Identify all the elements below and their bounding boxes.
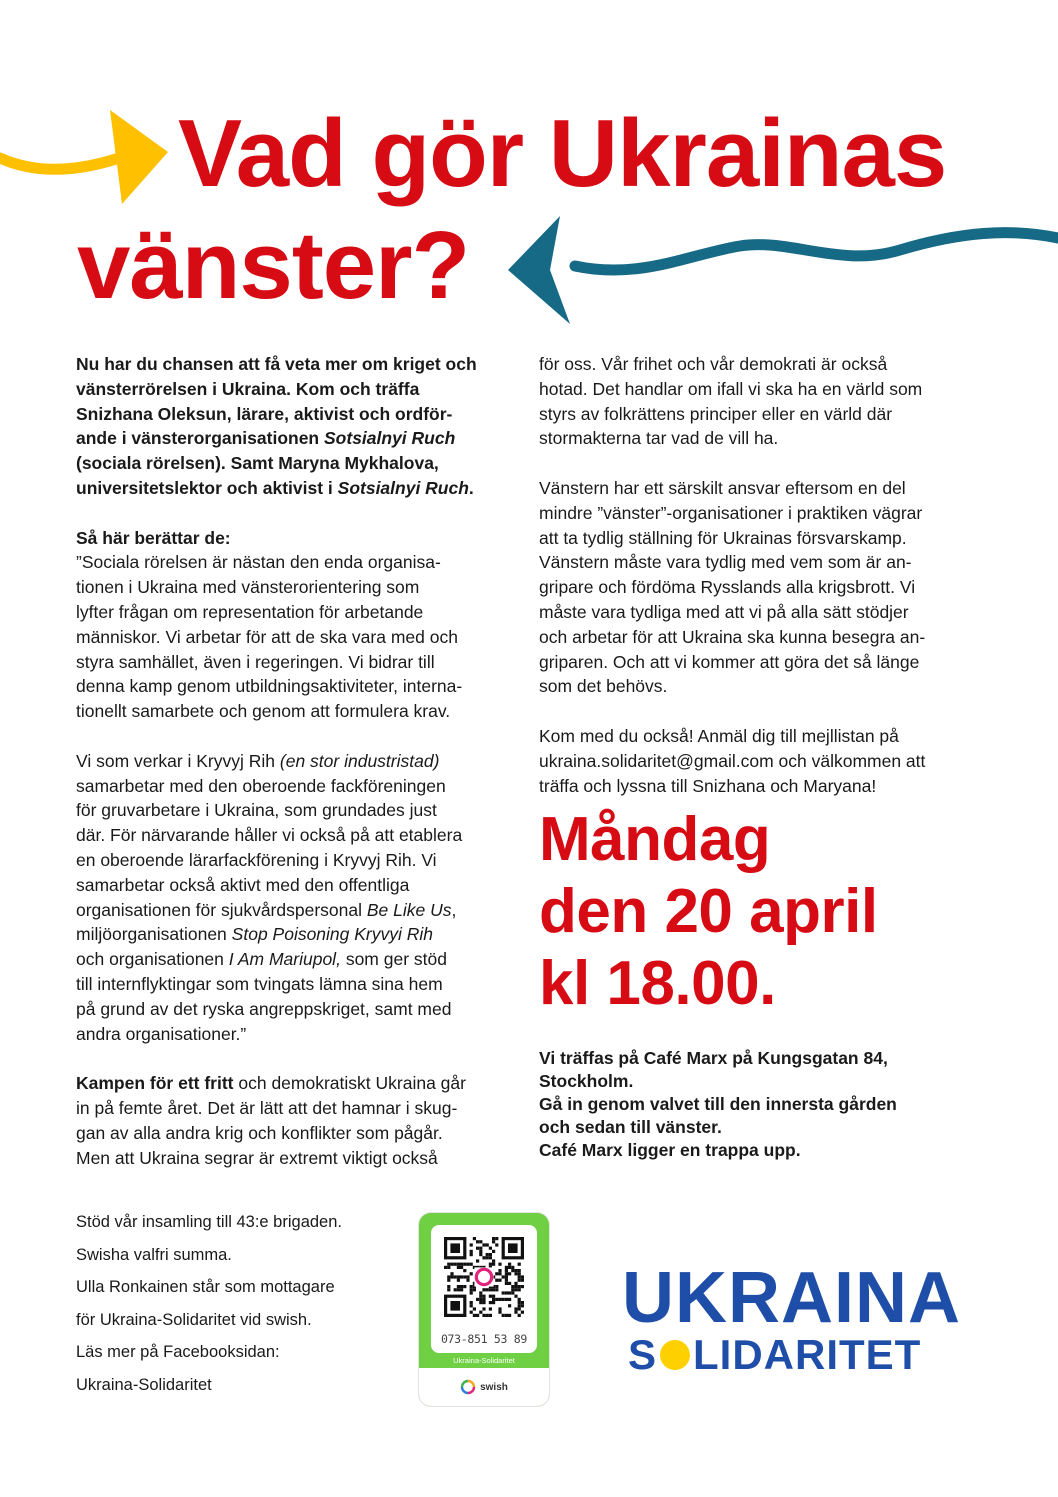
headline-line-1: Vad gör Ukrainas (178, 100, 947, 207)
sun-icon (660, 1340, 690, 1370)
event-date (539, 804, 878, 1020)
event-date-line: Måndag (539, 805, 771, 874)
quote-paragraph: Så här berättar de: ”Sociala rörelsen är nästan den enda organisa- tionen i Ukraina med vänsterorientering som lyfter frågan om representation för arbetande människor. Vi arbetar för att de ska vara med och styra samhället, även i regeringen. Vi bidrar till denna kamp genom utbildningsaktiviteter, interna- tionellt samarbete och genom att formulera krav. (76, 527, 463, 722)
event-date-line: den 20 april (539, 877, 878, 946)
swish-logo-icon (460, 1379, 476, 1395)
signup-paragraph: Kom med du också! Anmäl dig till mejllistan på ukraina.solidaritet@gmail.com och välkommen att träffa och lyssna till Snizhana och Maryana! (539, 725, 926, 796)
venue-info: Vi träffas på Café Marx på Kungsgatan 84, Stockholm. Gå in genom valvet till den innersta gården och sedan till vänster. Café Marx ligger en trappa upp. (539, 1048, 897, 1160)
yellow-arrow-icon (0, 110, 168, 204)
logo-word-solidaritet: S LIDARITET (628, 1331, 922, 1378)
swish-card (419, 1213, 549, 1406)
ukraina-solidaritet-logo (622, 1258, 990, 1378)
swish-brand: swish (480, 1381, 508, 1393)
right-column (539, 352, 989, 823)
headline-line-2: vänster? (77, 212, 470, 319)
email-link[interactable]: ukraina.solidaritet@gmail.com och välkommen att (539, 750, 926, 771)
event-date-line: kl 18.00. (539, 949, 776, 1018)
teal-arrow-icon (508, 216, 1058, 324)
freedom-paragraph: för oss. Vår frihet och vår demokrati är också hotad. Det handlar om ifall vi ska ha en värld som styrs av folkrättens principer eller en värld där stormakterna tar vad de vill ha. (539, 354, 923, 449)
swish-number: 073-851 53 89 (440, 1332, 528, 1346)
kampen-paragraph: Kampen för ett fritt och demokratiskt Ukraina går in på femte året. Det är lätt att det hamnar i skug- gan av alla andra krig och konflikter som pågår. Men att Ukraina segrar är extremt viktigt också (76, 1073, 466, 1168)
intro-paragraph: Nu har du chansen att få veta mer om kriget och vänsterrörelsen i Ukraina. Kom och träffa Snizhana Oleksun, lärare, aktivist och ordför- ande i vänsterorganisationen Sotsialnyi Ruch (sociala rörelsen). Samt Maryna Mykhalova, universitetslektor och aktivist i Sotsialnyi Ruch. (76, 354, 477, 498)
left-column (76, 352, 521, 1195)
swish-recipient: Ukraina-Solidaritet (453, 1356, 515, 1365)
swish-qr-card (431, 1225, 537, 1353)
qr-code-icon (444, 1237, 524, 1317)
quote-heading: Så här berättar de: (76, 527, 231, 548)
kryvyj-rih-paragraph: Vi som verkar i Kryvyj Rih (en stor industristad) samarbetar med den oberoende fackföreningen för gruvarbetare i Ukraina, som grundades just där. För närvarande håller vi också på att etablera en oberoende lärarfackförening i Kryvyj Rih. Vi samarbetar också aktivt med den offentliga organisationen för sjukvårdspersonal Be Like Us, miljöorganisationen Stop Poisoning Kryvyi Rih och organisationen I Am Mariupol, som ger stöd till internflyktingar som tvingats lämna sina hem på grund av det ryska angreppskriget, samt med andra organisationer.” (76, 750, 463, 1044)
responsibility-paragraph: Vänstern har ett särskilt ansvar eftersom en del mindre ”vänster”-organisationer i praktiken vägrar att ta tydlig ställning för Ukrainas försvarskamp. Vänstern måste vara tydlig med vem som är an- gripare och fördöma Rysslands alla krigsbrott. Vi måste vara tydliga med att vi på alla sätt stödjer och arbetar för att Ukraina ska kunna besegra an- griparen. Och att vi kommer att göra det så länge som det behövs. (539, 477, 926, 697)
donation-info: Stöd vår insamling till 43:e brigaden. Swisha valfri summa. Ulla Ronkainen står som mottagare för Ukraina-Solidaritet vid swish. Läs mer på Facebooksidan: Ukraina-Solidaritet (76, 1213, 342, 1394)
logo-word-ukraina: UKRAINA (622, 1258, 961, 1338)
swish-footer (419, 1368, 549, 1406)
